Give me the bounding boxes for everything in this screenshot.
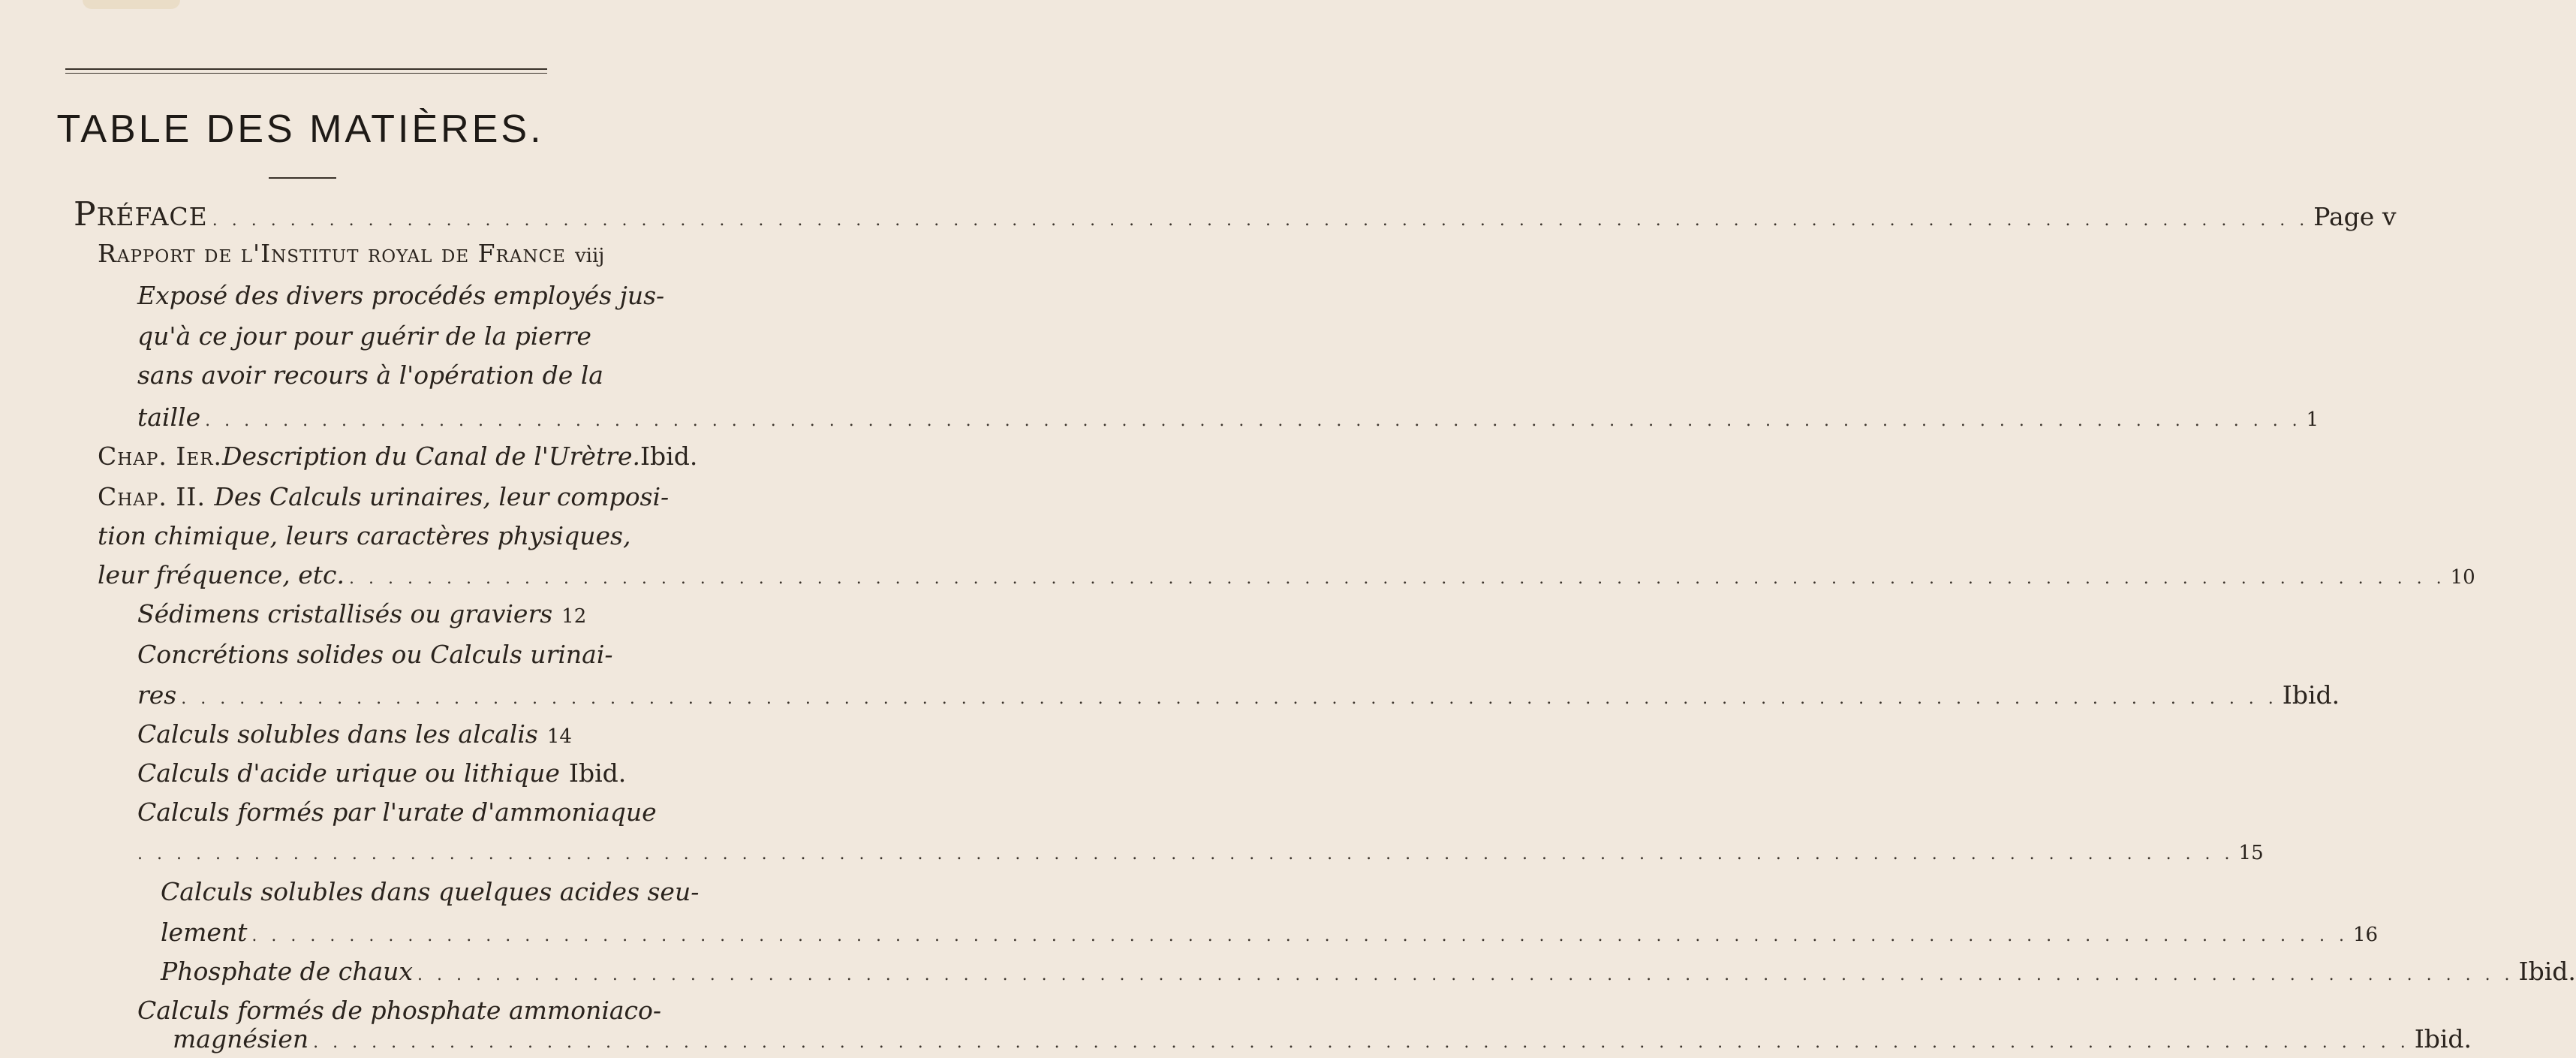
toc-page-number: 14 xyxy=(546,725,572,748)
toc-entry-label: magnésien xyxy=(173,1024,309,1053)
paper-stain xyxy=(83,0,180,9)
toc-page-number: Ibid. xyxy=(568,758,627,788)
toc-entry-phosphate-chaux xyxy=(161,957,2576,987)
toc-entry-label: Rapport de l'Institut royal de France xyxy=(98,239,566,268)
toc-page-number: Ibid. xyxy=(2414,1024,2472,1053)
toc-entry-chap-1 xyxy=(98,442,698,472)
dot-leader xyxy=(181,684,2278,714)
chapter-prefix: Chap. Ier. xyxy=(98,442,223,471)
toc-entry-label: Phosphate de chaux xyxy=(161,957,414,986)
toc-entry-urate xyxy=(137,838,2264,868)
dot-leader xyxy=(349,564,2446,594)
dot-leader xyxy=(137,839,2234,870)
toc-page-number: 10 xyxy=(2450,566,2475,589)
dot-leader xyxy=(205,406,2302,436)
toc-entry-line: qu'à ce jour pour guérir de la pierre xyxy=(137,321,591,351)
toc-entry-line: Exposé des divers procédés employés jus- xyxy=(137,281,665,310)
toc-entry-label: leur fréquence, etc. xyxy=(98,560,345,589)
toc-page-number: viij xyxy=(574,245,605,267)
toc-entry-line: Des Calculs urinaires, leur composi- xyxy=(214,482,670,511)
toc-entry-label: PRÉFACE xyxy=(74,195,208,234)
toc-entry-magnesien xyxy=(173,1024,2472,1053)
dot-leader xyxy=(251,921,2349,951)
top-rule xyxy=(65,68,547,70)
toc-page-number: 12 xyxy=(561,605,587,628)
toc-page-number: Ibid. xyxy=(640,442,698,471)
toc-entry-line: Concrétions solides ou Calculs urinai- xyxy=(137,640,613,669)
toc-entry-line: sans avoir recours à l'opération de la xyxy=(137,360,603,390)
dot-leader xyxy=(212,206,2310,236)
toc-page-number: Ibid. xyxy=(2518,957,2576,986)
dot-leader xyxy=(313,1028,2410,1058)
toc-page-number: Page v xyxy=(2313,202,2397,231)
dot-leader xyxy=(417,960,2514,990)
page-title: TABLE DES MATIÈRES. xyxy=(56,107,544,151)
toc-entry-acide-urique xyxy=(137,758,627,788)
toc-entry-rapport xyxy=(98,239,605,269)
toc-entry-label: Calculs solubles dans les alcalis xyxy=(137,719,538,749)
toc-entry-sedimens xyxy=(137,599,587,629)
toc-entry-label: Calculs d'acide urique ou lithique xyxy=(137,758,560,788)
toc-entry-line: tion chimique, leurs caractères physiques, xyxy=(98,521,631,550)
toc-page-number: 15 xyxy=(2238,842,2264,864)
toc-entry-label: Sédimens cristallisés ou graviers xyxy=(137,599,553,628)
toc-entry-preface xyxy=(74,195,2397,234)
toc-entry-label: lement xyxy=(161,918,248,947)
toc-page-number: 1 xyxy=(2306,408,2319,431)
toc-entry-line: Calculs formés de phosphate ammoniaco- xyxy=(137,996,662,1025)
toc-entry-line: Calculs solubles dans quelques acides seu- xyxy=(161,877,700,906)
toc-entry-chap-2-end xyxy=(98,560,2475,590)
toc-page-number: Ibid. xyxy=(2282,680,2340,710)
toc-entry-label: taille xyxy=(137,402,201,432)
toc-entry-label: Description du Canal de l'Urètre. xyxy=(222,442,641,471)
toc-entry-expose xyxy=(137,402,2319,433)
toc-entry-line: Calculs formés par l'urate d'ammoniaque xyxy=(137,797,657,827)
toc-entry-chap-2 xyxy=(98,482,669,512)
toc-entry-alcalis xyxy=(137,719,572,749)
toc-entry-acides-seulement xyxy=(161,918,2379,948)
title-divider xyxy=(269,177,336,179)
toc-entry-label: res xyxy=(137,680,177,710)
toc-page-number: 16 xyxy=(2352,924,2379,946)
toc-entry-concretions xyxy=(137,680,2340,710)
chapter-prefix: Chap. II. xyxy=(98,482,215,511)
top-rule-thin xyxy=(65,73,547,74)
